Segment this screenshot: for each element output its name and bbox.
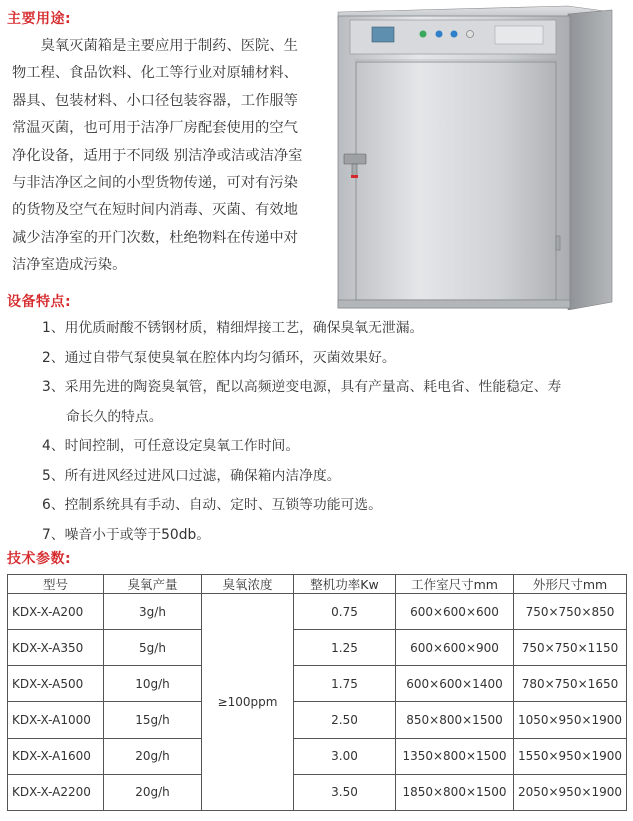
col-header-concentration: 臭氧浓度	[202, 575, 294, 594]
cell-chamber: 1350×800×1500	[396, 738, 514, 774]
table-row	[8, 666, 627, 702]
purpose-line: 与非洁净区之间的小型货物传递，可对有污染	[12, 175, 298, 192]
table-row	[8, 630, 627, 666]
col-header-chamber-size: 工作室尺寸mm	[396, 575, 514, 594]
purpose-line: 减少洁净室的开门次数，杜绝物料在传递中对	[12, 229, 298, 246]
display-screen	[372, 27, 394, 42]
cell-output: 20g/h	[104, 738, 202, 774]
feature-text: 6、控制系统具有手动、自动、定时、互锁等功能可选。	[42, 497, 382, 513]
cell-outer: 750×750×850	[514, 594, 627, 630]
table-row	[8, 594, 627, 630]
door-handle	[344, 154, 366, 164]
handle-latch	[351, 175, 358, 178]
cell-outer: 750×750×1150	[514, 630, 627, 666]
cell-power: 0.75	[294, 594, 396, 630]
col-header-model: 型号	[8, 575, 104, 594]
feature-text: 5、所有进风经过进风口过滤，确保箱内洁净度。	[42, 467, 341, 484]
purpose-line: 净化设备，适用于不同级 别洁净或洁或洁净室	[12, 147, 303, 164]
cell-model: KDX-X-A1000	[8, 702, 104, 738]
cell-power: 1.75	[294, 666, 396, 702]
table-row	[8, 738, 627, 774]
purpose-line: 常温灭菌，也可用于洁净厂房配套使用的空气	[12, 120, 298, 137]
col-header-outer-size: 外形尺寸mm	[514, 575, 627, 594]
cell-model: KDX-X-A2200	[8, 774, 104, 810]
cell-model: KDX-X-A1600	[8, 738, 104, 774]
indicator-light-icon	[451, 31, 458, 38]
purpose-line: 物工程、食品饮料、化工等行业对原辅材料、	[12, 65, 298, 82]
cell-outer: 1550×950×1900	[514, 738, 627, 774]
feature-item	[42, 373, 627, 432]
feature-text: 1、用优质耐酸不锈钢材质，精细焊接工艺，确保臭氧无泄漏。	[42, 320, 424, 336]
cell-chamber: 600×600×900	[396, 630, 514, 666]
feature-item	[42, 432, 627, 462]
purpose-line: 器具、包装材料、小口径包装容器，工作服等	[12, 92, 298, 109]
cell-output: 15g/h	[104, 702, 202, 738]
cell-output: 20g/h	[104, 774, 202, 810]
cell-chamber: 600×600×1400	[396, 666, 514, 702]
table-row	[8, 702, 627, 738]
feature-text: 4、时间控制，可任意设定臭氧工作时间。	[42, 438, 300, 454]
cell-model: KDX-X-A350	[8, 630, 104, 666]
specs-table	[7, 574, 627, 811]
specs-heading: 技术参数:	[7, 551, 72, 567]
feature-text: 3、采用先进的陶瓷臭氧管，配以高频逆变电源，具有产量高、耗电省、性能稳定、寿	[42, 379, 562, 395]
features-list	[42, 314, 627, 550]
cell-chamber: 850×800×1500	[396, 702, 514, 738]
feature-item	[42, 314, 627, 344]
cell-outer: 780×750×1650	[514, 666, 627, 702]
cell-concentration: ≥100ppm	[202, 594, 294, 811]
purpose-heading: 主要用途:	[7, 11, 72, 27]
purpose-line: 洁净室造成污染。	[12, 257, 127, 274]
cell-outer: 1050×950×1900	[514, 702, 627, 738]
feature-text-continued: 命长久的特点。	[66, 408, 163, 425]
ozone-cabinet-photo	[330, 4, 630, 310]
cell-model: KDX-X-A200	[8, 594, 104, 630]
purpose-line: 臭氧灭菌箱是主要应用于制药、医院、生	[12, 38, 298, 54]
feature-item	[42, 344, 627, 374]
features-heading: 设备特点:	[7, 294, 72, 310]
cell-output: 3g/h	[104, 594, 202, 630]
indicator-light-icon	[436, 31, 443, 38]
table-row	[8, 774, 627, 810]
feature-item	[42, 462, 627, 492]
cell-chamber: 1850×800×1500	[396, 774, 514, 810]
cell-power: 3.00	[294, 738, 396, 774]
col-header-power: 整机功率Kw	[294, 575, 396, 594]
cell-power: 2.50	[294, 702, 396, 738]
door-hinge	[556, 236, 560, 250]
feature-item	[42, 521, 627, 551]
cell-power: 3.50	[294, 774, 396, 810]
cell-model: KDX-X-A500	[8, 666, 104, 702]
cabinet-base	[338, 300, 570, 308]
cell-output: 5g/h	[104, 630, 202, 666]
key-switch-icon	[467, 31, 474, 38]
col-header-output: 臭氧产量	[104, 575, 202, 594]
cell-power: 1.25	[294, 630, 396, 666]
purpose-line: 的货物及空气在短时间内消毒、灭菌、有效地	[12, 202, 298, 219]
indicator-light-icon	[420, 31, 427, 38]
feature-text: 7、噪音小于或等于50db。	[42, 526, 211, 543]
cell-output: 10g/h	[104, 666, 202, 702]
feature-text: 2、通过自带气泵使臭氧在腔体内均匀循环，灭菌效果好。	[42, 349, 396, 366]
purpose-text	[12, 33, 320, 280]
feature-item	[42, 491, 627, 521]
cabinet-side	[568, 10, 612, 310]
cell-outer: 2050×950×1900	[514, 774, 627, 810]
cell-chamber: 600×600×600	[396, 594, 514, 630]
vent-grille	[495, 26, 543, 44]
table-header-row	[8, 575, 627, 594]
